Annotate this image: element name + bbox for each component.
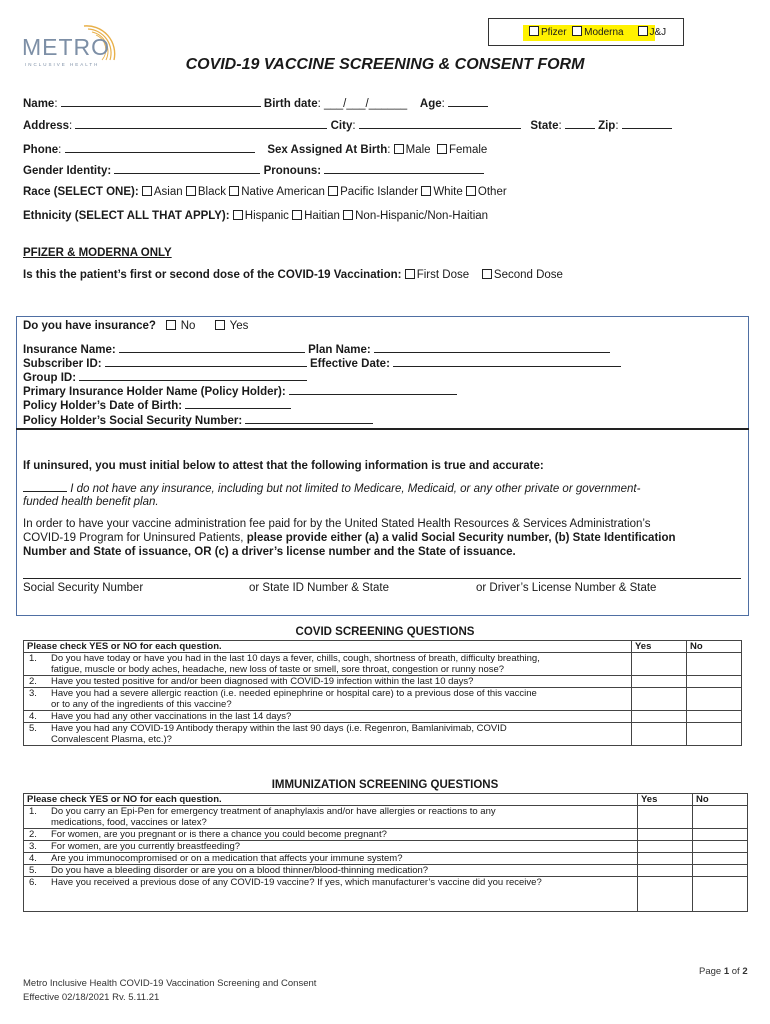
table-row xyxy=(24,806,748,829)
question-line: For women, are you pregnant or is there a chance you could become pregnant? xyxy=(51,829,387,840)
question-number: 3. xyxy=(24,841,49,853)
table-row xyxy=(24,723,742,746)
page-current: 1 xyxy=(723,966,730,977)
race-option: Asian xyxy=(153,186,183,198)
vaccine-brand-box xyxy=(488,18,684,46)
question-text xyxy=(48,853,638,865)
insurance-no-label: No xyxy=(180,320,196,332)
question-line: Have you had a severe allergic reaction (i.e. needed epinephrine or hospital care) to a previous dose of this vaccine xyxy=(51,688,537,699)
pfizer-label: Pfizer xyxy=(541,27,567,38)
yes-cell[interactable] xyxy=(632,653,687,676)
pronouns-input[interactable] xyxy=(324,163,484,174)
yes-cell[interactable] xyxy=(632,688,687,711)
state-id-caption: or State ID Number & State xyxy=(249,582,389,594)
insurance-question-row xyxy=(23,320,248,332)
table-row xyxy=(24,829,748,841)
race-white-checkbox[interactable] xyxy=(421,186,431,196)
attest-text-1: I do not have any insurance, including but not limited to Medicare, Medicaid, or any other private or government- xyxy=(70,483,641,495)
plan-name-input[interactable] xyxy=(374,342,610,353)
question-number: 1. xyxy=(24,806,49,829)
covid-instruction: Please check YES or NO for each question. xyxy=(24,641,632,653)
immunization-no-header: No xyxy=(693,794,748,806)
holder-ssn-input[interactable] xyxy=(245,413,373,424)
city-input[interactable] xyxy=(359,118,521,129)
race-option: Other xyxy=(477,186,507,198)
second-dose-checkbox[interactable] xyxy=(482,269,492,279)
pronouns-label: Pronouns: xyxy=(263,165,322,177)
birth-date-label: Birth date xyxy=(263,98,318,110)
footer-line-2: Effective 02/18/2021 Rv. 5.11.21 xyxy=(23,992,160,1003)
covid-screening-title: COVID SCREENING QUESTIONS xyxy=(295,626,475,638)
yes-cell[interactable] xyxy=(638,877,693,912)
question-line: Have you tested positive for and/or been diagnosed with COVID-19 infection within the last 10 days? xyxy=(51,676,474,687)
question-text xyxy=(48,676,632,688)
question-line: Have you had any other vaccinations in the last 14 days? xyxy=(51,711,292,722)
question-line: Are you immunocompromised or on a medication that affects your immune system? xyxy=(51,853,403,864)
no-cell[interactable] xyxy=(687,723,742,746)
covid-no-header: No xyxy=(687,641,742,653)
question-text xyxy=(48,829,638,841)
table-row xyxy=(24,865,748,877)
question-line: Do you carry an Epi-Pen for emergency treatment of anaphylaxis and/or have allergies or reactions to any xyxy=(51,806,496,817)
name-row: Name: Birth date: ___/___/______ Age: xyxy=(23,96,488,110)
initials-input[interactable] xyxy=(23,481,67,492)
holder-name-row: Primary Insurance Holder Name (Policy Holder): xyxy=(23,384,457,398)
city-label: City xyxy=(330,120,353,132)
insurance-name-input[interactable] xyxy=(119,342,305,353)
question-text xyxy=(48,711,632,723)
gender-identity-input[interactable] xyxy=(114,163,260,174)
first-dose-label: First Dose xyxy=(416,269,470,281)
phone-label: Phone xyxy=(23,144,59,156)
immunization-yes-header: Yes xyxy=(638,794,693,806)
effective-date-input[interactable] xyxy=(393,356,621,367)
table-row xyxy=(24,676,742,688)
insurance-name-label: Insurance Name: xyxy=(23,344,116,356)
question-line: Have you had any COVID-19 Antibody therapy within the last 90 days (i.e. Regenron, Bamlanivimab, COVID xyxy=(51,723,507,734)
page-total: 2 xyxy=(742,966,748,977)
admin-text-2a: COVID-19 Program for Uninsured Patients, xyxy=(23,532,244,544)
yes-cell[interactable] xyxy=(638,853,693,865)
page-number xyxy=(699,966,748,977)
admin-text-2b: please provide either (a) a valid Social Security number, (b) State Identification xyxy=(246,532,676,544)
page-prefix: Page xyxy=(699,966,722,977)
pfizer-moderna-heading: PFIZER & MODERNA ONLY xyxy=(23,247,172,259)
holder-dob-input[interactable] xyxy=(185,398,291,409)
immunization-screening-table xyxy=(23,793,748,912)
holder-ssn-row xyxy=(23,413,373,427)
question-number: 4. xyxy=(24,711,49,723)
yes-cell[interactable] xyxy=(632,711,687,723)
ssn-caption: Social Security Number xyxy=(23,582,144,594)
insurance-question: Do you have insurance? xyxy=(23,320,156,332)
subscriber-id-input[interactable] xyxy=(105,356,307,367)
race-option: White xyxy=(433,186,463,198)
race-other-checkbox[interactable] xyxy=(466,186,476,196)
name-input[interactable] xyxy=(61,96,261,107)
insurance-yes-label: Yes xyxy=(229,320,249,332)
birth-date-format[interactable]: ___/___/______ xyxy=(323,98,408,110)
ethnicity-option: Hispanic xyxy=(244,210,289,222)
age-input[interactable] xyxy=(448,96,488,107)
drivers-license-caption: or Driver’s License Number & State xyxy=(476,582,657,594)
no-cell[interactable] xyxy=(687,688,742,711)
covid-yes-header: Yes xyxy=(632,641,687,653)
insurance-yes-checkbox[interactable] xyxy=(215,320,225,330)
yes-cell[interactable] xyxy=(632,676,687,688)
sex-assigned-label: Sex Assigned At Birth xyxy=(267,144,388,156)
page-of: of xyxy=(731,966,740,977)
immunization-screening-title: IMMUNIZATION SCREENING QUESTIONS xyxy=(271,779,499,791)
table-row xyxy=(24,653,742,676)
moderna-checkbox[interactable] xyxy=(572,26,582,36)
age-label: Age xyxy=(419,98,442,110)
no-cell[interactable] xyxy=(693,865,748,877)
name-label: Name xyxy=(23,98,55,110)
second-dose-label: Second Dose xyxy=(493,269,563,281)
yes-cell[interactable] xyxy=(632,723,687,746)
attest-line-1 xyxy=(23,481,640,495)
moderna-label: Moderna xyxy=(584,27,624,38)
gender-identity-label: Gender Identity: xyxy=(23,165,112,177)
question-number: 1. xyxy=(24,653,49,676)
effective-date-label: Effective Date: xyxy=(310,358,390,370)
race-row xyxy=(23,186,507,198)
address-row: Address: City: State: Zip: xyxy=(23,118,672,132)
yes-cell[interactable] xyxy=(638,829,693,841)
table-row xyxy=(24,688,742,711)
immunization-instruction: Please check YES or NO for each question. xyxy=(24,794,638,806)
pfizer-checkbox[interactable] xyxy=(529,26,539,36)
no-cell[interactable] xyxy=(687,711,742,723)
question-number: 5. xyxy=(24,723,49,746)
question-line: Convalescent Plasma, etc.)? xyxy=(51,734,172,745)
ethnicity-option: Haitian xyxy=(304,210,340,222)
admin-line-2 xyxy=(23,532,676,544)
female-label: Female xyxy=(448,144,488,156)
no-cell[interactable] xyxy=(693,853,748,865)
question-text xyxy=(48,841,638,853)
holder-name-label: Primary Insurance Holder Name (Policy Holder) xyxy=(23,386,282,398)
question-text xyxy=(48,806,638,829)
jj-label: J&J xyxy=(649,27,667,38)
table-row xyxy=(24,711,742,723)
jj-checkbox[interactable] xyxy=(638,26,648,36)
logo-subtitle: INCLUSIVE HEALTH xyxy=(25,62,100,67)
question-text xyxy=(48,865,638,877)
holder-name-input[interactable] xyxy=(289,384,457,395)
question-number: 5. xyxy=(24,865,49,877)
address-input[interactable] xyxy=(75,118,327,129)
question-number: 2. xyxy=(24,829,49,841)
first-dose-checkbox[interactable] xyxy=(405,269,415,279)
no-cell[interactable] xyxy=(693,829,748,841)
question-line: or to any of the ingredients of this vaccine? xyxy=(51,699,232,710)
phone-row: Phone: Sex Assigned At Birth: Male Female xyxy=(23,144,488,156)
question-text xyxy=(48,688,632,711)
yes-cell[interactable] xyxy=(638,806,693,829)
footer-line-1: Metro Inclusive Health COVID-19 Vaccination Screening and Consent xyxy=(23,978,317,989)
gender-row xyxy=(23,163,484,177)
no-cell[interactable] xyxy=(693,806,748,829)
no-cell[interactable] xyxy=(687,653,742,676)
yes-cell[interactable] xyxy=(638,865,693,877)
race-option: Pacific Islander xyxy=(340,186,419,198)
no-cell[interactable] xyxy=(693,877,748,912)
question-text xyxy=(48,723,632,746)
address-label: Address xyxy=(23,120,70,132)
question-text xyxy=(48,877,638,912)
ethnicity-row xyxy=(23,210,488,222)
ethnicity-label: Ethnicity (SELECT ALL THAT APPLY): xyxy=(23,210,230,222)
plan-name-label: Plan Name: xyxy=(308,344,371,356)
insurance-no-checkbox[interactable] xyxy=(166,320,176,330)
question-text xyxy=(48,653,632,676)
insurance-divider xyxy=(16,428,749,430)
subscriber-id-label: Subscriber ID xyxy=(23,358,98,370)
question-line: Do you have today or have you had in the last 10 days a fever, chills, cough, shortness of breath, difficulty breathing, xyxy=(51,653,540,664)
no-cell[interactable] xyxy=(693,841,748,853)
male-label: Male xyxy=(405,144,431,156)
ethnicity-hispanic-checkbox[interactable] xyxy=(233,210,243,220)
state-label: State xyxy=(530,120,559,132)
female-checkbox[interactable] xyxy=(437,144,447,154)
group-id-label: Group ID: xyxy=(23,372,77,384)
group-id-row xyxy=(23,370,307,384)
subscriber-row: Subscriber ID: Effective Date: xyxy=(23,356,621,370)
admin-line-1: In order to have your vaccine administration fee paid for by the United Stated Health Resources & Services Administration’s xyxy=(23,518,651,530)
insurance-name-row xyxy=(23,342,610,356)
table-row xyxy=(24,841,748,853)
zip-label: Zip xyxy=(598,120,616,132)
ethnicity-non-hispanic-checkbox[interactable] xyxy=(343,210,353,220)
ethnicity-haitian-checkbox[interactable] xyxy=(292,210,302,220)
table-header-row xyxy=(24,794,748,806)
holder-dob-label: Policy Holder’s Date of Birth: xyxy=(23,400,183,412)
page-title: COVID-19 VACCINE SCREENING & CONSENT FORM xyxy=(185,56,585,73)
question-line: Have you received a previous dose of any COVID-19 vaccine? If yes, which manufacturer’s vaccine did you receive? xyxy=(51,877,542,888)
ethnicity-option: Non-Hispanic/Non-Haitian xyxy=(355,210,489,222)
question-number: 4. xyxy=(24,853,49,865)
no-cell[interactable] xyxy=(687,676,742,688)
dose-question: Is this the patient’s first or second dose of the COVID-19 Vaccination: xyxy=(23,269,402,281)
holder-dob-row xyxy=(23,398,291,412)
dose-row xyxy=(23,269,563,281)
question-line: medications, food, vaccines or latex? xyxy=(51,817,207,828)
question-number: 3. xyxy=(24,688,49,711)
state-input[interactable] xyxy=(565,118,595,129)
race-option: Native American xyxy=(241,186,325,198)
phone-input[interactable] xyxy=(65,142,255,153)
uninsured-heading: If uninsured, you must initial below to attest that the following information is true and accurate: xyxy=(23,460,544,472)
race-option: Black xyxy=(197,186,226,198)
holder-ssn-label: Policy Holder’s Social Security Number: xyxy=(23,415,243,427)
yes-cell[interactable] xyxy=(638,841,693,853)
race-label: Race (SELECT ONE): xyxy=(23,186,139,198)
group-id-input[interactable] xyxy=(79,370,307,381)
table-header-row xyxy=(24,641,742,653)
question-line: fatigue, muscle or body aches, headache, new loss of taste or smell, sore throat, congestion or runny nose? xyxy=(51,664,505,675)
male-checkbox[interactable] xyxy=(394,144,404,154)
id-number-line[interactable] xyxy=(23,578,741,579)
zip-input[interactable] xyxy=(622,118,672,129)
table-row xyxy=(24,853,748,865)
race-pacific-islander-checkbox[interactable] xyxy=(328,186,338,196)
admin-line-3: Number and State of issuance, OR (c) a driver’s license number and the State of issuance. xyxy=(23,546,516,558)
race-native-american-checkbox[interactable] xyxy=(229,186,239,196)
question-line: Do you have a bleeding disorder or are you on a blood thinner/blood-thinning medication? xyxy=(51,865,429,876)
question-line: For women, are you currently breastfeeding? xyxy=(51,841,241,852)
logo-name: METRO xyxy=(22,34,111,60)
table-row xyxy=(24,877,748,912)
question-number: 6. xyxy=(24,877,49,912)
question-number: 2. xyxy=(24,676,49,688)
attest-text-2: funded health benefit plan. xyxy=(23,496,159,508)
covid-screening-table xyxy=(23,640,742,746)
race-asian-checkbox[interactable] xyxy=(142,186,152,196)
race-black-checkbox[interactable] xyxy=(186,186,196,196)
